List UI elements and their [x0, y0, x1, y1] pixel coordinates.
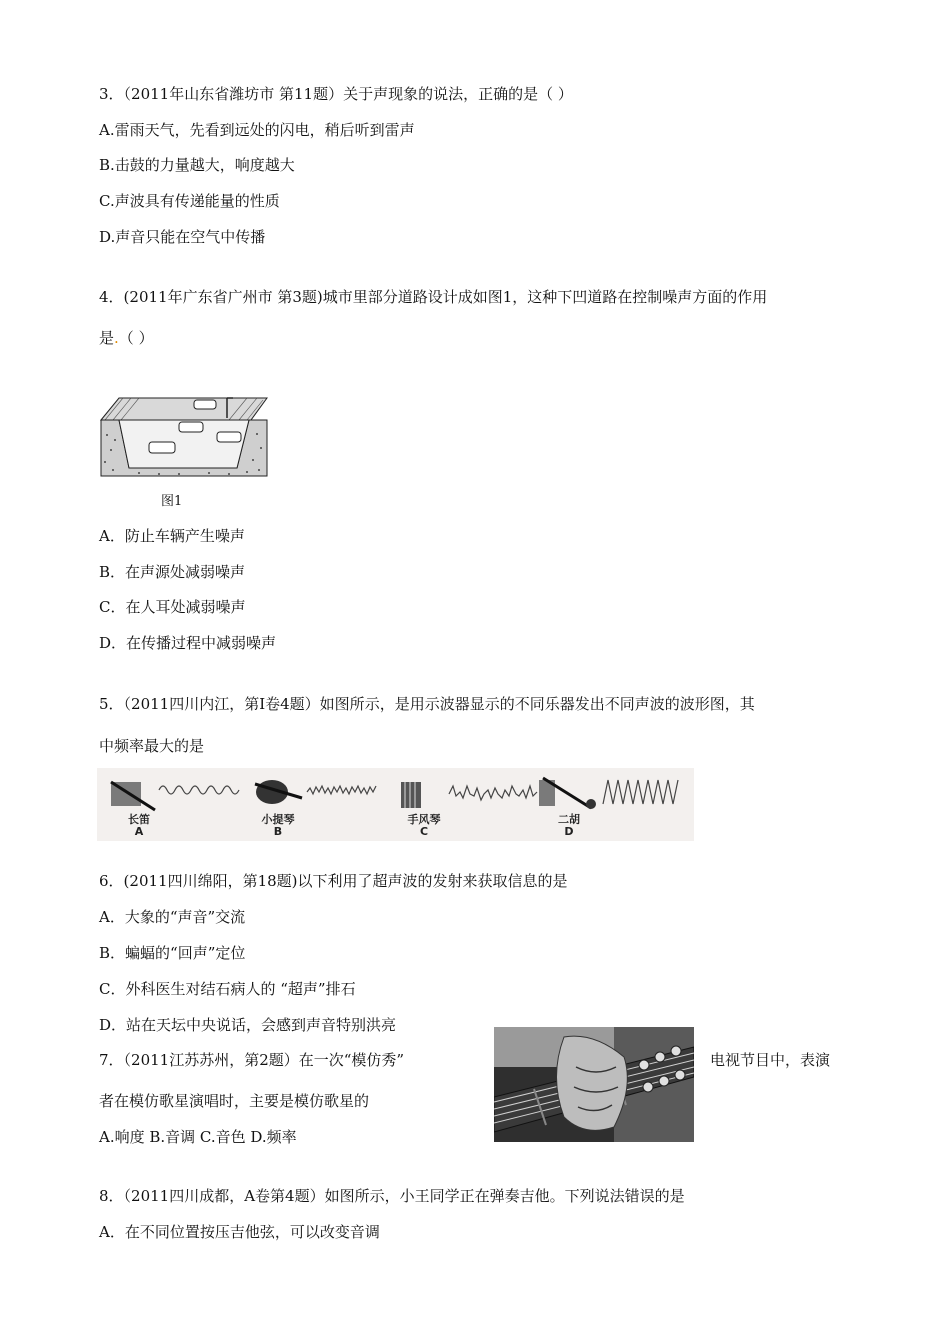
- instrument-a-letter: A: [134, 825, 144, 838]
- q4-stem: 4．(2011年广东省广州市 第3题)城市里部分道路设计成如图1，这种下凹道路在控制噪声方面的作用: [99, 288, 768, 306]
- instrument-b-name: 小提琴: [261, 813, 295, 826]
- q7-stem-left: 7．（2011江苏苏州，第2题）在一次“模仿秀”: [99, 1051, 405, 1069]
- q3-option-a: A.雷雨天气，先看到远处的闪电，稍后听到雷声: [99, 121, 415, 139]
- q7-stem-line2: 者在模仿歌星演唱时，主要是模仿歌星的: [99, 1092, 370, 1110]
- q6-option-b: B．蝙蝠的“回声”定位: [99, 944, 246, 962]
- instrument-b-letter: B: [273, 825, 283, 838]
- q4-stem-line2: [99, 328, 154, 348]
- q4-stem-line2-dot: .: [114, 329, 119, 347]
- q4-option-b: B．在声源处减弱噪声: [99, 563, 246, 581]
- q6-option-c: C．外科医生对结石病人的 “超声”排石: [99, 980, 356, 998]
- instrument-b-label: [253, 814, 303, 838]
- sunken-road-figure: [99, 390, 269, 480]
- instrument-d-name: 二胡: [558, 813, 580, 826]
- waveform-figure: [97, 768, 694, 841]
- q5-stem: 5．（2011四川内江，第Ⅰ卷4题）如图所示，是用示波器显示的不同乐器发出不同声波的波形图，其: [99, 695, 755, 713]
- accordion-icon: [401, 782, 421, 808]
- instrument-d-label: [549, 814, 589, 838]
- instrument-a-name: 长笛: [128, 813, 150, 826]
- instrument-a-label: [119, 814, 159, 838]
- guitar-photo: [494, 1027, 694, 1142]
- q6-option-d: D．站在天坛中央说话，会感到声音特别洪亮: [99, 1016, 397, 1034]
- q3-stem: 3．（2011年山东省潍坊市 第11题）关于声现象的说法，正确的是（ ）: [99, 85, 573, 103]
- q4-option-a: A．防止车辆产生噪声: [99, 527, 245, 545]
- q4-option-c: C．在人耳处减弱噪声: [99, 598, 246, 616]
- q8-option-a: A．在不同位置按压吉他弦，可以改变音调: [99, 1223, 380, 1241]
- flute-icon: [111, 782, 155, 810]
- q3-option-c: C.声波具有传递能量的性质: [99, 192, 280, 210]
- q3-option-b: B.击鼓的力量越大，响度越大: [99, 156, 295, 174]
- q8-stem: 8．（2011四川成都，A卷第4题）如图所示，小王同学正在弹奏吉他。下列说法错误的是: [99, 1187, 685, 1205]
- instrument-c-letter: C: [419, 825, 429, 838]
- q5-stem-line2: 中频率最大的是: [99, 737, 205, 755]
- erhu-icon: [539, 778, 596, 809]
- waveform-drawing: [97, 768, 694, 841]
- q4-stem-line2-pre: 是: [99, 329, 115, 347]
- q6-stem: 6．(2011四川绵阳，第18题)以下利用了超声波的发射来获取信息的是: [99, 872, 568, 890]
- q3-option-d: D.声音只能在空气中传播: [99, 228, 266, 246]
- instrument-d-letter: D: [564, 825, 574, 838]
- q6-option-a: A．大象的“声音”交流: [99, 908, 246, 926]
- instrument-c-label: [399, 814, 449, 838]
- violin-icon: [255, 780, 302, 804]
- instrument-c-name: 手风琴: [407, 813, 441, 826]
- q7-stem-right: 电视节目中，表演: [710, 1051, 831, 1069]
- figure-1-caption: 图1: [161, 494, 183, 509]
- q4-option-d: D．在传播过程中减弱噪声: [99, 634, 277, 652]
- q7-options: A.响度 B.音调 C.音色 D.频率: [99, 1128, 297, 1146]
- q4-stem-line2-post: （ ）: [118, 329, 154, 347]
